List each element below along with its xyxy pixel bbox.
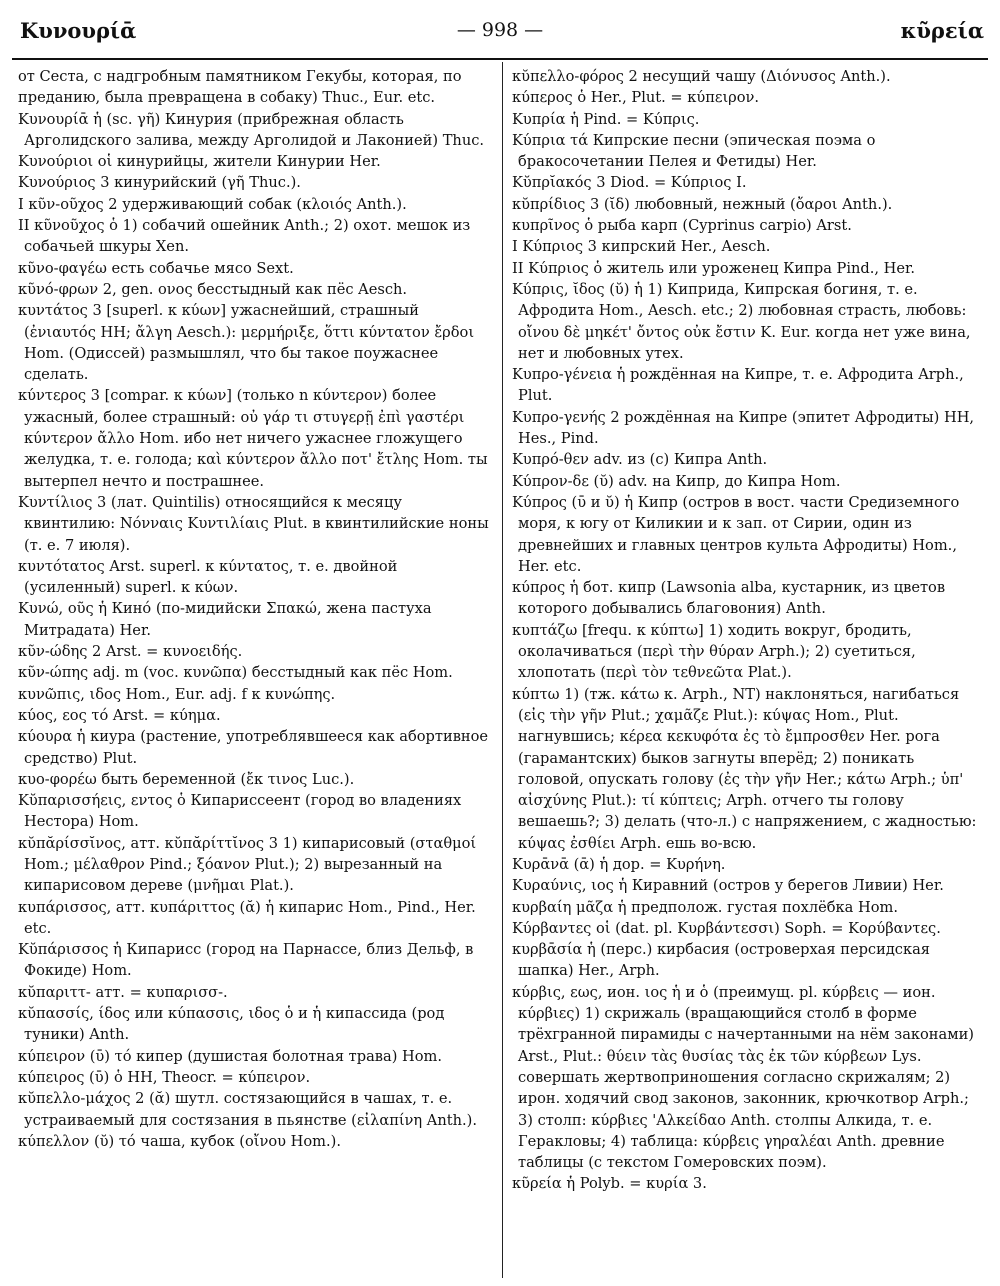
dictionary-entry: κυρβᾱσία ἡ (перс.) кирбасия (островерхая персидская шапка) Her., Arph.: [512, 941, 931, 980]
dictionary-entry: κύπειρος (ῡ) ὁ HH, Theocr. = κύπειρον.: [18, 1068, 311, 1086]
dictionary-entry: κῦνό-φρων 2, gen. ονος бесстыдный как пёс Aesch.: [18, 280, 408, 298]
dictionary-entry: Κυντίλιος 3 (лат. Quintilis) относящийся к месяцу квинтилию: Νόνναις Κυντιλίαις Plut. в квинтилийские ноны (т. е. 7 июля).: [18, 493, 489, 554]
dictionary-entry: Κυπρο-γενής 2 рождённая на Кипре (эпитет Афродиты) HH, Hes., Pind.: [512, 408, 975, 448]
dictionary-entry: κυντάτος 3 [superl. к κύων] ужаснейший, страшный (ἐνιαυτός HH; ἄλγη Aesch.): μερμήριξε, ὅττι κύντατον ἔρδοι Hom. (Одиссей) размышлял, что бы такое поужаснее сделать.: [18, 302, 475, 384]
dictionary-entry: κύπελλον (ῠ) τό чаша, кубок (οἴνου Hom.).: [18, 1132, 341, 1150]
dictionary-entry: κυπτάζω [frequ. к κύπτω] 1) ходить вокруг, бродить, околачиваться (περὶ τὴν θύραν Arph.); 2) суетиться, хлопотать (περὶ τὸν τεθνεῶτα Plat.).: [512, 621, 916, 682]
dictionary-entry: κύπειρον (ῡ) τό кипер (душистая болотная трава) Hom.: [18, 1047, 443, 1065]
dictionary-entry: Κῠπάρισσος ἡ Кипарисс (город на Парнассе, близ Дельф, в Фокиде) Hom.: [18, 941, 474, 980]
dictionary-entry: κύος, εος τό Arst. = κύημα.: [18, 706, 221, 724]
dictionary-entry: κύπερος ὁ Her., Plut. = κύπειρον.: [512, 89, 760, 107]
dictionary-entry: Κυρᾱνᾱ (ᾱ) ἡ дор. = Κυρήνη.: [512, 855, 726, 873]
dictionary-entry: от Сеста, с надгробным памятником Гекубы, которая, по преданию, была превращена в собаку) Thuc., Eur. etc.: [18, 68, 462, 107]
header-right-word: κῦρεία: [900, 18, 984, 43]
dictionary-entry: κῦνο-φαγέω есть собачье мясо Sext.: [18, 259, 294, 277]
dictionary-entry: Κύπρον-δε (ῠ) adv. на Кипр, до Кипра Hom.: [512, 472, 841, 490]
dictionary-entry: κύπρος ἡ бот. кипр (Lawsonia alba, кустарник, из цветов которого добывались благовония) Anth.: [512, 579, 946, 618]
dictionary-entry: κῦν-ώπης adj. m (voc. κυνῶπα) бесстыдный как пёс Hom.: [18, 664, 453, 682]
dictionary-entry: κυπρῖνος ὁ рыба карп (Cyprinus carpio) Arst.: [512, 217, 852, 235]
dictionary-entry: κῠπᾰρίσσῐνος, атт. κῠπᾰρίττῐνος 3 1) кипарисовый (σταθμοί Hom.; μέλαθρον Pind.; ξόανον Plut.); 2) вырезанный на кипарисовом дереве (μνῆμαι Plat.).: [18, 834, 477, 895]
dictionary-entry: κύντερος 3 [compar. к κύων] (только n κύντερον) более ужасный, более страшный: οὐ γάρ τι στυγερῇ ἐπὶ γαστέρι κύντερον ἄλλο Hom. ибо нет ничего ужаснее гложущего желудка, т. е. голода; καὶ κύντερον ἄλλο ποτ' ἔτλης Hom. ты вытерпел нечто и пострашнее.: [18, 387, 488, 490]
right-column: [512, 66, 984, 1195]
dictionary-entry: Κυπρία ἡ Pind. = Κύπρις.: [512, 110, 700, 128]
dictionary-entry: I Κύπριος 3 кипрский Her., Aesch.: [512, 238, 771, 256]
dictionary-entry: Κυνούριοι οἱ кинурийцы, жители Кинурии Her.: [18, 153, 381, 171]
dictionary-entry: κῠπαριττ- атт. = κυπαρισσ-.: [18, 983, 228, 1001]
dictionary-entry: κυντότατος Arst. superl. к κύντατος, т. е. двойной (усиленный) superl. к κύων.: [18, 557, 398, 597]
dictionary-entry: κυο-φορέω быть беременной (ἔκ τινος Luc.).: [18, 770, 355, 788]
dictionary-entry: κῦρεία ἡ Polyb. = κυρία 3.: [512, 1175, 707, 1193]
left-column: [18, 66, 490, 1152]
dictionary-entry: Κύπρις, ῐδος (ῠ) ἡ 1) Киприда, Кипрская богиня, т. е. Афродита Hom., Aesch. etc.; 2) любовная страсть, любовь: οἴνου δὲ μηκέτ' ὄντος οὐκ ἔστιν Κ. Eur. когда нет уже вина, нет и любовных утех.: [512, 280, 971, 362]
dictionary-entry: κύπτω 1) (тж. κάτω κ. Arph., NT) наклоняться, нагибаться (εἰς τὴν γῆν Plut.; χαμᾶζε Plut.): κύψας Hom., Plut. нагнувшись; κέρεα κεκυφότα ἐς τὸ ἔμπροσθεν Her. рога (гарамантских) быков загнуты вперёд; 2) поникать головой, опускать голову (ἐς τὴν γῆν Her.; κάτω Arph.; ὑπ' αἰσχύνης Plut.): τί κύπτεις; Arph. отчего ты голову вешаешь?; 3) делать (что-л.) с напряжением, с жадностью: κύψας ἐσθίει Arph. ешь во-всю.: [512, 685, 977, 852]
dictionary-entry: κῠπασσίς, ίδος или κύπασσις, ιδος ὁ и ἡ кипассида (род туники) Anth.: [18, 1005, 445, 1044]
dictionary-entry: Κυνουρίᾱ ἡ (sc. γῆ) Кинурия (прибрежная область Арголидского залива, между Арголидой и Лаконией) Thuc.: [18, 110, 485, 149]
dictionary-entry: κῦν-ώδης 2 Arst. = κυνοειδής.: [18, 643, 243, 661]
dictionary-entry: κῠπελλο-μάχος 2 (ᾰ) шутл. состязающийся в чашах, т. е. устраиваемый для состязания в пьянстве (εἰλαπίνη Anth.).: [18, 1090, 477, 1129]
dictionary-entry: Κυπρο-γένεια ἡ рождённая на Кипре, т. е. Афродита Arph., Plut.: [512, 366, 964, 405]
dictionary-entry: Κύπρος (ῡ и ῠ) ἡ Кипр (остров в вост. части Средиземного моря, к югу от Киликии и к зап. от Сирии, один из древнейших и главных центров культа Афродиты) Hom., Her. etc.: [512, 493, 960, 575]
dictionary-entry: Κῠπρῐακός 3 Diod. = Κύπριος I.: [512, 174, 747, 192]
dictionary-entry: κῠπρίδιος 3 (ῐδ) любовный, нежный (ὄαροι Anth.).: [512, 195, 893, 213]
dictionary-entry: κύουρα ἡ киура (растение, употреблявшееся как абортивное средство) Plut.: [18, 728, 489, 767]
dictionary-entry: Κῠπαρισσήεις, εντος ὁ Кипариссеент (город во владениях Нестора) Hom.: [18, 792, 462, 831]
header-left-word: Κυνουρίᾱ: [20, 18, 137, 43]
column-divider: [502, 62, 503, 1278]
dictionary-entry: Κυνώ, οῦς ἡ Кинó (по-мидийски Σπακώ, жена пастуха Митрадата) Her.: [18, 600, 432, 639]
dictionary-entry: κύρβις, εως, ион. ιος ἡ и ὁ (преимущ. pl. κύρβεις — ион. κύρβιες) 1) скрижаль (вращающийся столб в форме трёхгранной пирамиды с начертанными на нём законами) Arst., Plut.: θύειν τὰς θυσίας τὰς ἐκ τῶν κύρβεων Lys. совершать жертвоприношения согласно скрижалям; 2) ирон. ходячий свод законов, законник, крючкотвор Arph.; 3) столп: κύρβιες 'Αλκείδαο Anth. столпы Алкида, т. е. Геракловы; 4) таблица: κύρβεις γηραλέαι Anth. древние таблицы (с текстом Гомеровских поэм).: [512, 983, 975, 1172]
dictionary-entry: κυπάρισσος, атт. κυπάριττος (ᾰ) ἡ кипарис Hom., Pind., Her. etc.: [18, 898, 476, 937]
dictionary-entry: κῠπελλο-φόρος 2 несущий чашу (Διόνυσος Anth.).: [512, 68, 891, 85]
dictionary-entry: Κύρβαντες οἱ (dat. pl. Κυρβάντεσσι) Soph. = Κορύβαντες.: [512, 919, 941, 937]
dictionary-entry: Κυνούριος 3 кинурийский (γῆ Thuc.).: [18, 174, 301, 192]
header-rule: [12, 58, 988, 60]
dictionary-entry: Κυπρό-θεν adv. из (с) Кипра Anth.: [512, 451, 768, 469]
dictionary-entry: Κύπρια τά Кипрские песни (эпическая поэма о бракосочетании Пелея и Фетиды) Her.: [512, 131, 876, 171]
dictionary-entry: II Κύπριος ὁ житель или уроженец Кипра Pind., Her.: [512, 259, 916, 277]
dictionary-entry: I κῦν-οῦχος 2 удерживающий собак (κλοιός Anth.).: [18, 195, 407, 213]
dictionary-entry: II κῦνοῦχος ὁ 1) собачий ошейник Anth.; 2) охот. мешок из собачьей шкуры Xen.: [18, 217, 471, 256]
page-header: [12, 18, 988, 44]
dictionary-entry: κυνῶπις, ιδος Hom., Eur. adj. f к κυνώπης.: [18, 685, 336, 703]
page-number: — 998 —: [456, 19, 544, 41]
dictionary-entry: Κυραύνις, ιος ἡ Киравний (остров у берегов Ливии) Her.: [512, 877, 944, 895]
dictionary-entry: κυρβαίη μᾶζα ἡ предполож. густая похлёбка Hom.: [512, 898, 898, 916]
